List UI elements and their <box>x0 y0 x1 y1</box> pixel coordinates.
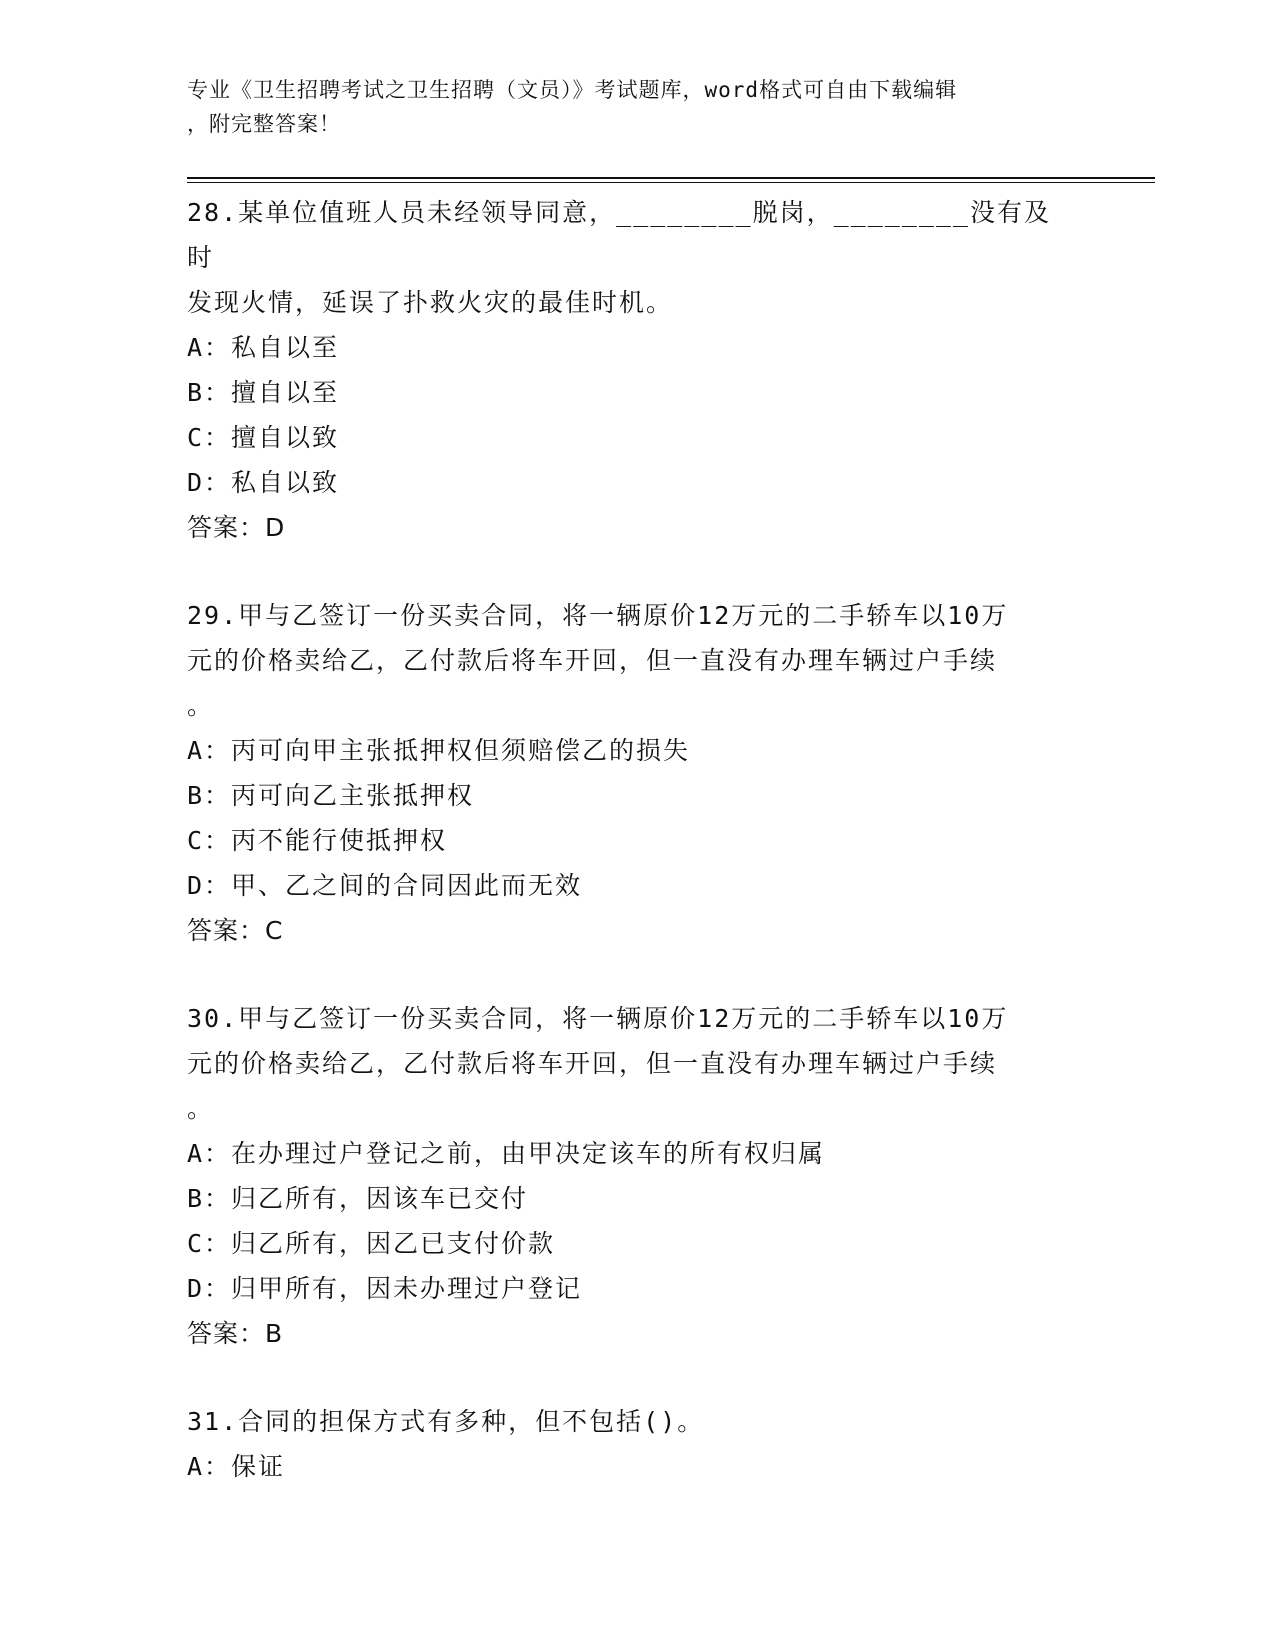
header-line-1: 专业《卫生招聘考试之卫生招聘（文员）》考试题库，word格式可自由下载编辑 <box>187 78 958 102</box>
option-b: B：归乙所有，因该车已交付 <box>187 1184 529 1213</box>
question-28 <box>187 190 1067 550</box>
answer-line: 答案：C <box>187 916 284 945</box>
option-c: C：擅自以致 <box>187 423 340 452</box>
question-stem-line: 28.某单位值班人员未经领导同意，________脱岗，________没有及时 <box>187 198 1051 272</box>
option-a: A：保证 <box>187 1452 286 1481</box>
question-stem-line: 元的价格卖给乙，乙付款后将车开回，但一直没有办理车辆过户手续 <box>187 1049 998 1078</box>
question-31 <box>187 1399 1067 1489</box>
option-c: C：丙不能行使抵押权 <box>187 826 448 855</box>
option-d: D：私自以致 <box>187 468 340 497</box>
option-c: C：归乙所有，因乙已支付价款 <box>187 1229 556 1258</box>
question-30 <box>187 996 1067 1356</box>
question-stem-line: 30.甲与乙签订一份买卖合同，将一辆原价12万元的二手轿车以10万 <box>187 1004 1009 1033</box>
answer-line: 答案：B <box>187 1319 284 1348</box>
question-stem-line: 31.合同的担保方式有多种，但不包括()。 <box>187 1407 705 1436</box>
question-29 <box>187 593 1067 953</box>
answer-line: 答案：D <box>187 513 286 542</box>
option-d: D：归甲所有，因未办理过户登记 <box>187 1274 583 1303</box>
question-stem-line: 。 <box>187 691 215 720</box>
question-stem-line: 29.甲与乙签订一份买卖合同，将一辆原价12万元的二手轿车以10万 <box>187 601 1009 630</box>
option-a: A：私自以至 <box>187 333 340 362</box>
question-stem-line: 。 <box>187 1094 215 1123</box>
question-list <box>187 190 1067 1532</box>
option-d: D：甲、乙之间的合同因此而无效 <box>187 871 583 900</box>
option-b: B：丙可向乙主张抵押权 <box>187 781 475 810</box>
header-divider <box>187 177 1155 183</box>
option-a: A：丙可向甲主张抵押权但须赔偿乙的损失 <box>187 736 691 765</box>
header-line-2: ，附完整答案！ <box>187 112 341 136</box>
option-a: A：在办理过户登记之前，由甲决定该车的所有权归属 <box>187 1139 826 1168</box>
option-b: B：擅自以至 <box>187 378 340 407</box>
question-stem-line: 元的价格卖给乙，乙付款后将车开回，但一直没有办理车辆过户手续 <box>187 646 998 675</box>
question-stem-line: 发现火情，延误了扑救火灾的最佳时机。 <box>187 288 674 317</box>
document-header <box>187 73 1067 141</box>
